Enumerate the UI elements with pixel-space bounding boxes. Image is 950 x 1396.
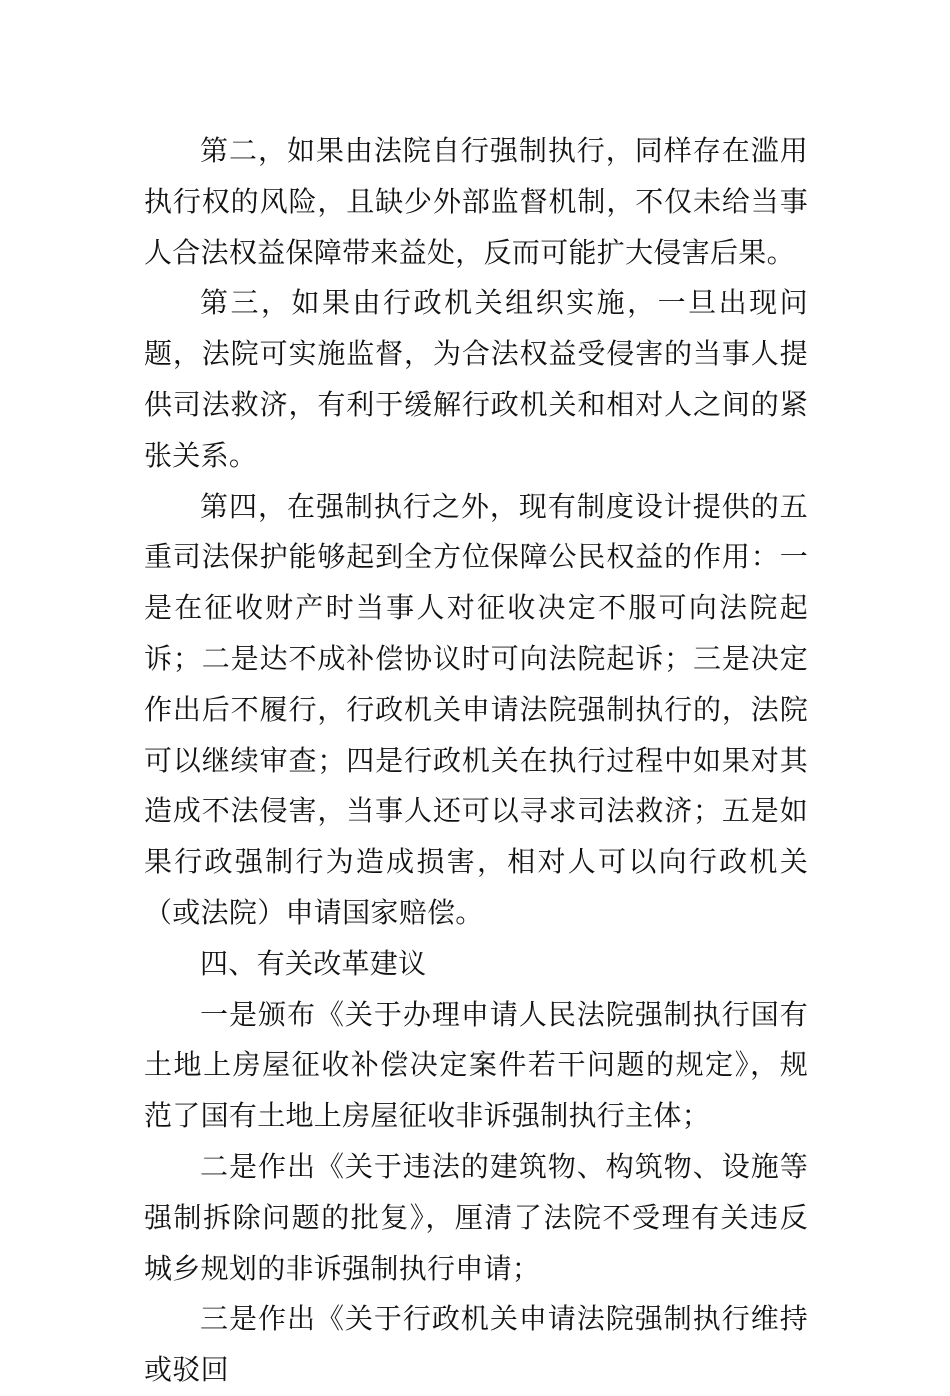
paragraph-suggestion-three: 三是作出《关于行政机关申请法院强制执行维持或驳回	[144, 1302, 808, 1387]
paragraph-suggestion-one: 一是颁布《关于办理申请人民法院强制执行国有土地上房屋征收补偿决定案件若干问题的规定》，规范了国有土地上房屋征收非诉强制执行主体；	[144, 997, 808, 1133]
paragraph-fourth-point: 第四，在强制执行之外，现有制度设计提供的五重司法保护能够起到全方位保障公民权益的作用：一是在征收财产时当事人对征收决定不服可向法院起诉；二是达不成补偿协议时可向法院起诉；三是决定作出后不履行，行政机关申请法院强制执行的，法院可以继续审查；四是行政机关在执行过程中如果对其造成不法侵害，当事人还可以寻求司法救济；五是如果行政强制行为造成损害，相对人可以向行政机关（或法院）申请国家赔偿。	[144, 489, 808, 929]
document-body	[144, 126, 808, 1396]
paragraph-suggestion-two: 二是作出《关于违法的建筑物、构筑物、设施等强制拆除问题的批复》，厘清了法院不受理有关违反城乡规划的非诉强制执行申请；	[144, 1149, 808, 1285]
paragraph-second-point: 第二，如果由法院自行强制执行，同样存在滥用执行权的风险，且缺少外部监督机制，不仅未给当事人合法权益保障带来益处，反而可能扩大侵害后果。	[144, 134, 808, 269]
section-heading-reform-suggestions: 四、有关改革建议	[200, 946, 427, 980]
paragraph-third-point: 第三，如果由行政机关组织实施，一旦出现问题，法院可实施监督，为合法权益受侵害的当事人提供司法救济，有利于缓解行政机关和相对人之间的紧张关系。	[144, 286, 808, 472]
